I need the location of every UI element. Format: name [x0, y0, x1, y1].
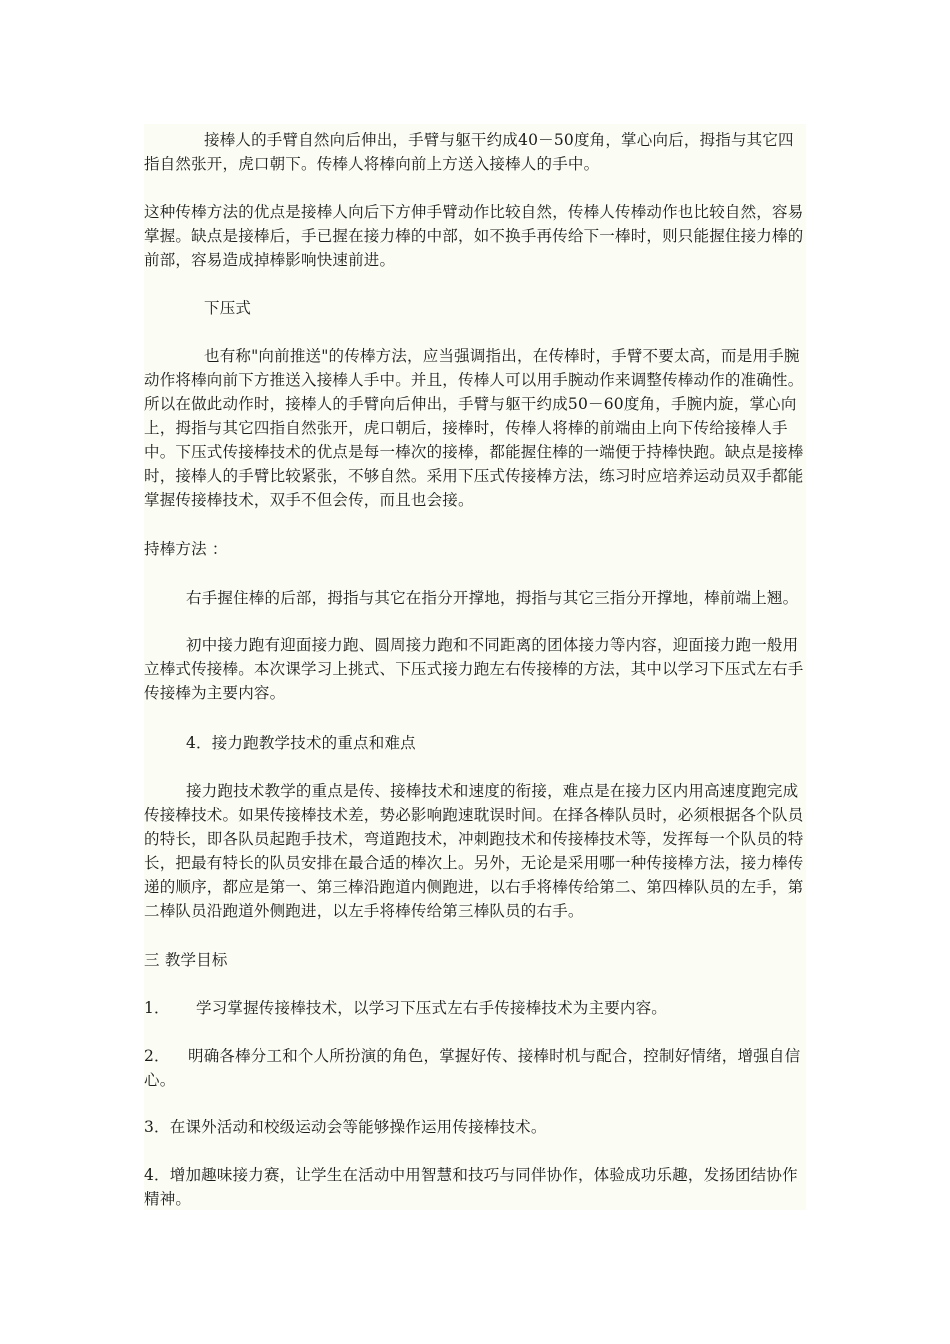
objective-text-1: 学习掌握传接棒技术，以学习下压式左右手传接棒技术为主要内容。 — [196, 999, 668, 1017]
objective-item-1 — [144, 996, 806, 1020]
heading-teaching-objectives: 三 教学目标 — [144, 951, 228, 969]
paragraph-junior-relay-content: 初中接力跑有迎面接力跑、圆周接力跑和不同距离的团体接力等内容，迎面接力跑一般用立棒式传接棒。本次课学习上挑式、下压式接力跑左右传接棒的方法，其中以学习下压式左右手传接棒为主要内容。 — [144, 636, 804, 702]
paragraph-downward-press-method: 也有称"向前推送"的传棒方法，应当强调指出，在传棒时，手臂不要太高，而是用手腕动作将棒向前下方推送入接棒人手中。并且，传棒人可以用手腕动作来调整传棒动作的准确性。所以在做此动作时，接棒人的手臂向后伸出，手臂与躯干约成50－60度角，手腕内旋，掌心向上，拇指与其它四指自然张开，虎口朝后，接棒时，传棒人将棒的前端由上向下传给接棒人手中。下压式传接棒技术的优点是每一棒次的接棒，都能握住棒的一端便于持棒快跑。缺点是接棒时，接棒人的手臂比较紧张，不够自然。采用下压式传接棒方法，练习时应培养运动员双手都能掌握传接棒技术，双手不但会传，而且也会接。 — [144, 347, 804, 509]
objective-number-2: 2． — [144, 1047, 170, 1065]
objective-text-2: 明确各棒分工和个人所扮演的角色，掌握好传、接棒时机与配合，控制好情绪，增强自信心。 — [144, 1047, 801, 1089]
paragraph-baton-grip: 右手握住棒的后部，拇指与其它在指分开撑地，拇指与其它三指分开撑地，棒前端上翘。 — [186, 589, 799, 607]
paragraph-method-pros-cons: 这种传棒方法的优点是接棒人向后下方伸手臂动作比较自然，传棒人传棒动作也比较自然，容易掌握。缺点是接棒后，手已握在接力棒的中部，如不换手再传给下一棒时，则只能握住接力棒的前部，容易造成掉棒影响快速前进。 — [144, 203, 804, 269]
paragraph-receiver-arm-position: 接棒人的手臂自然向后伸出，手臂与躯干约成40－50度角，掌心向后，拇指与其它四指自然张开，虎口朝下。传棒人将棒向前上方送入接棒人的手中。 — [144, 131, 794, 173]
heading-baton-holding: 持棒方法 ： — [144, 540, 228, 558]
heading-key-points-difficulties: 4．接力跑教学技术的重点和难点 — [186, 734, 416, 752]
objective-item-3: 3．在课外活动和校级运动会等能够操作运用传接棒技术。 — [144, 1118, 547, 1136]
objective-number-1: 1． — [144, 999, 170, 1017]
heading-downward-press: 下压式 — [204, 299, 252, 317]
objective-item-4: 4．增加趣味接力赛，让学生在活动中用智慧和技巧与同伴协作，体验成功乐趣，发扬团结协作精神。 — [144, 1166, 798, 1208]
paragraph-teaching-focus: 接力跑技术教学的重点是传、接棒技术和速度的衔接，难点是在接力区内用高速度跑完成传接棒技术。如果传接棒技术差，势必影响跑速耽误时间。在择各棒队员时，必须根据各个队员的特长，即各队员起跑手技术，弯道跑技术，冲刺跑技术和传接棒技术等，发挥每一个队员的特长，把最有特长的队员安排在最合适的棒次上。另外，无论是采用哪一种传接棒方法，接力棒传递的顺序，都应是第一、第三棒沿跑道内侧跑进，以右手将棒传给第二、第四棒队员的左手，第二棒队员沿跑道外侧跑进，以左手将棒传给第三棒队员的右手。 — [144, 782, 804, 920]
objective-item-2 — [144, 1044, 806, 1092]
